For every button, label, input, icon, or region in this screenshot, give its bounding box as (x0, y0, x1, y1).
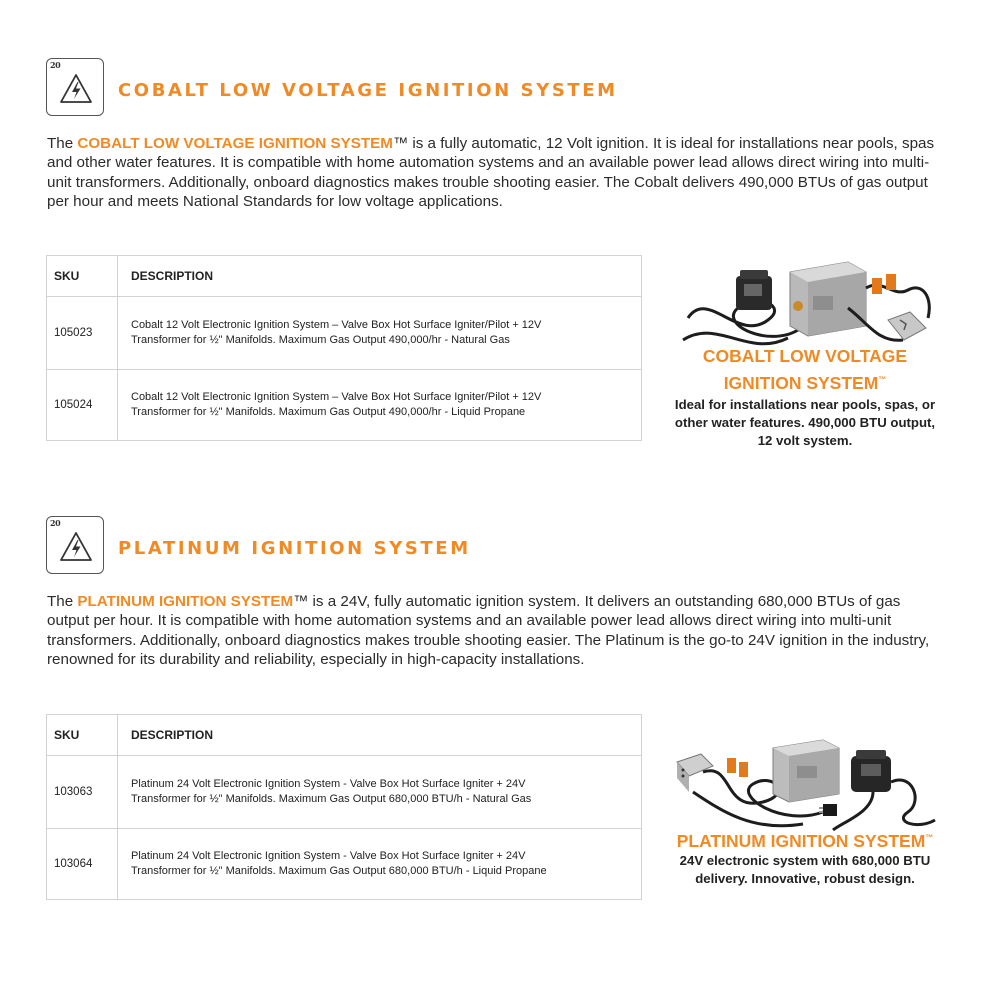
table-row (47, 756, 642, 829)
table-row (47, 297, 642, 370)
description-cell (118, 829, 642, 900)
platinum-product-image (673, 732, 941, 832)
intro-prefix: The (47, 593, 78, 610)
caption-line: delivery. Innovative, robust design. (695, 871, 915, 886)
section-title: COBALT LOW VOLTAGE IGNITION SYSTEM (118, 80, 618, 101)
caption-line: 24V electronic system with 680,000 BTU (679, 853, 931, 868)
caption-title-line: COBALT LOW VOLTAGE (702, 346, 908, 366)
intro-paragraph (47, 134, 942, 212)
intro-paragraph (47, 592, 942, 670)
cobalt-product-image (678, 248, 940, 356)
description-line: Cobalt 12 Volt Electronic Ignition System – Valve Box Hot Surface Igniter/Pilot + 12V (131, 319, 542, 331)
description-line: Transformer for ½" Manifolds. Maximum Gas Output 490,000/hr - Natural Gas (131, 334, 510, 346)
icon-tag: 20 (50, 518, 61, 528)
sku-cell: 103063 (47, 756, 118, 829)
description-cell (118, 756, 642, 829)
table-header-row (47, 256, 642, 297)
caption-text (655, 396, 955, 450)
caption-title-line: IGNITION SYSTEM (723, 372, 879, 393)
description-line: Cobalt 12 Volt Electronic Ignition System – Valve Box Hot Surface Igniter/Pilot + 12V (131, 391, 542, 403)
header-sku: SKU (47, 715, 118, 756)
description-line: Transformer for ½" Manifolds. Maximum Gas Output 490,000/hr - Liquid Propane (131, 406, 526, 418)
description-line: Transformer for ½" Manifolds. Maximum Gas Output 680,000 BTU/h - Liquid Propane (131, 865, 547, 877)
sku-cell: 105024 (47, 370, 118, 441)
caption-title-line: PLATINUM IGNITION SYSTEM (676, 830, 926, 851)
icon-tag: 20 (50, 60, 61, 70)
header-description: DESCRIPTION (118, 715, 642, 756)
intro-brand: COBALT LOW VOLTAGE IGNITION SYSTEM (77, 135, 393, 152)
description-line: Platinum 24 Volt Electronic Ignition System - Valve Box Hot Surface Igniter + 24V (131, 850, 526, 862)
table-row (47, 370, 642, 441)
caption-line: other water features. 490,000 BTU output, (674, 415, 936, 430)
caption-text (655, 852, 955, 888)
header-description: DESCRIPTION (118, 256, 642, 297)
electrical-hazard-icon (46, 516, 104, 574)
description-cell (118, 297, 642, 370)
table-row (47, 829, 642, 900)
intro-brand: PLATINUM IGNITION SYSTEM (77, 593, 294, 610)
description-cell (118, 370, 642, 441)
caption-title (655, 345, 955, 395)
section-title: PLATINUM IGNITION SYSTEM (118, 538, 471, 559)
intro-prefix: The (47, 135, 78, 152)
intro-text: ™ is a fully automatic, 12 Volt ignition. It is ideal for installations near pools, spas and other water features. It is compatible with home automation systems and an available power lead allows direct wiring into multi-unit transformers. Additionally, onboard diagnostics makes trouble shooting easier. The Cobalt delivers 490,000 BTUs of gas output per hour and meets National Standards for low voltage applications. (47, 135, 935, 211)
description-line: Platinum 24 Volt Electronic Ignition System - Valve Box Hot Surface Igniter + 24V (131, 778, 526, 790)
sku-cell: 103064 (47, 829, 118, 900)
caption-title (655, 826, 955, 853)
electrical-hazard-icon (46, 58, 104, 116)
intro-text: ™ is a 24V, fully automatic ignition system. It delivers an outstanding 680,000 BTUs of gas output per hour. It is compatible with home automation systems and an available power lead allows direct wiring into multi-unit transformers. Additionally, onboard diagnostics makes trouble shooting easier. The Platinum is the go-to 24V ignition in the industry, renowned for its durability and reliability, especially in high-capacity installations. (47, 593, 930, 669)
caption-line: Ideal for installations near pools, spas, or (674, 397, 936, 412)
sku-table (46, 714, 642, 900)
caption-line: 12 volt system. (757, 433, 853, 448)
sku-table (46, 255, 642, 441)
description-line: Transformer for ½" Manifolds. Maximum Gas Output 680,000 BTU/h - Natural Gas (131, 793, 532, 805)
table-header-row (47, 715, 642, 756)
sku-cell: 105023 (47, 297, 118, 370)
trademark-mark: ™ (925, 833, 934, 842)
header-sku: SKU (47, 256, 118, 297)
trademark-mark: ™ (878, 375, 887, 384)
